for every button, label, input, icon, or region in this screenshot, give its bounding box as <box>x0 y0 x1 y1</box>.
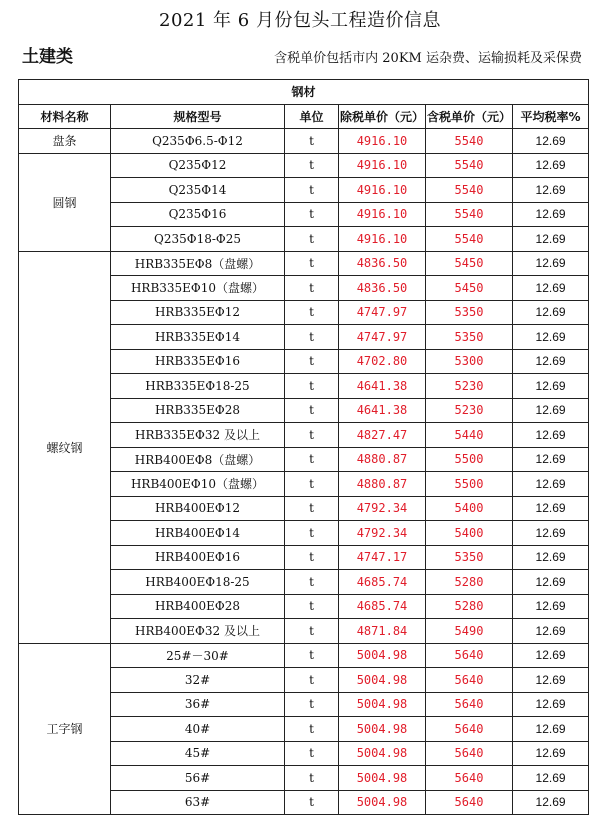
pre-tax-price-cell: 4827.47 <box>339 423 426 448</box>
unit-cell: t <box>285 276 339 301</box>
unit-cell: t <box>285 447 339 472</box>
spec-cell: 32# <box>111 668 285 693</box>
tax-incl-price-cell: 5450 <box>426 251 513 276</box>
spec-cell: 40# <box>111 717 285 742</box>
tax-incl-price-cell: 5500 <box>426 447 513 472</box>
spec-cell: HRB335EΦ18-25 <box>111 374 285 399</box>
tax-incl-price-cell: 5540 <box>426 227 513 252</box>
pre-tax-price-cell: 4836.50 <box>339 251 426 276</box>
pre-tax-price-cell: 4916.10 <box>339 153 426 178</box>
unit-cell: t <box>285 472 339 497</box>
tax-incl-price-cell: 5230 <box>426 398 513 423</box>
tax-rate-cell: 12.69 <box>513 423 589 448</box>
tax-rate-cell: 12.69 <box>513 643 589 668</box>
unit-cell: t <box>285 423 339 448</box>
table-row <box>19 251 589 276</box>
pre-tax-price-cell: 4836.50 <box>339 276 426 301</box>
tax-rate-cell: 12.69 <box>513 594 589 619</box>
spec-cell: HRB335EΦ28 <box>111 398 285 423</box>
spec-cell: 36# <box>111 692 285 717</box>
unit-cell: t <box>285 496 339 521</box>
pre-tax-price-cell: 5004.98 <box>339 692 426 717</box>
spec-cell: Q235Φ12 <box>111 153 285 178</box>
unit-cell: t <box>285 643 339 668</box>
unit-cell: t <box>285 766 339 791</box>
pre-tax-price-cell: 5004.98 <box>339 741 426 766</box>
tax-incl-price-cell: 5400 <box>426 496 513 521</box>
tax-incl-price-cell: 5350 <box>426 325 513 350</box>
spec-cell: Q235Φ14 <box>111 178 285 203</box>
header-unit: 单位 <box>285 104 339 129</box>
material-group-name: 螺纹钢 <box>19 251 111 643</box>
tax-incl-price-cell: 5280 <box>426 594 513 619</box>
unit-cell: t <box>285 178 339 203</box>
pre-tax-price-cell: 4685.74 <box>339 594 426 619</box>
table-row <box>19 129 589 154</box>
pre-tax-price-cell: 5004.98 <box>339 668 426 693</box>
unit-cell: t <box>285 545 339 570</box>
unit-cell: t <box>285 398 339 423</box>
table-header-row <box>19 104 589 129</box>
tax-incl-price-cell: 5350 <box>426 545 513 570</box>
tax-incl-price-cell: 5640 <box>426 790 513 815</box>
tax-rate-cell: 12.69 <box>513 349 589 374</box>
spec-cell: HRB335EΦ10（盘螺） <box>111 276 285 301</box>
table-row <box>19 643 589 668</box>
spec-cell: HRB335EΦ16 <box>111 349 285 374</box>
price-note: 含税单价包括市内 20KM 运杂费、运输损耗及采保费 <box>274 51 582 66</box>
tax-incl-price-cell: 5230 <box>426 374 513 399</box>
unit-cell: t <box>285 692 339 717</box>
pre-tax-price-cell: 5004.98 <box>339 643 426 668</box>
tax-rate-cell: 12.69 <box>513 251 589 276</box>
spec-cell: HRB400EΦ18-25 <box>111 570 285 595</box>
pre-tax-price-cell: 4685.74 <box>339 570 426 595</box>
pre-tax-price-cell: 4747.17 <box>339 545 426 570</box>
price-table <box>18 79 589 815</box>
spec-cell: Q235Φ6.5-Φ12 <box>111 129 285 154</box>
tax-rate-cell: 12.69 <box>513 276 589 301</box>
unit-cell: t <box>285 227 339 252</box>
material-group-name: 盘条 <box>19 129 111 154</box>
tax-rate-cell: 12.69 <box>513 227 589 252</box>
section-title: 土建类 <box>22 47 73 67</box>
header-tax-incl-price: 含税单价（元） <box>426 104 513 129</box>
pre-tax-price-cell: 4641.38 <box>339 374 426 399</box>
spec-cell: HRB400EΦ10（盘螺） <box>111 472 285 497</box>
tax-incl-price-cell: 5540 <box>426 178 513 203</box>
tax-rate-cell: 12.69 <box>513 300 589 325</box>
header-spec: 规格型号 <box>111 104 285 129</box>
tax-rate-cell: 12.69 <box>513 741 589 766</box>
unit-cell: t <box>285 521 339 546</box>
tax-incl-price-cell: 5640 <box>426 692 513 717</box>
tax-rate-cell: 12.69 <box>513 153 589 178</box>
tax-rate-cell: 12.69 <box>513 521 589 546</box>
pre-tax-price-cell: 5004.98 <box>339 717 426 742</box>
header-material-name: 材料名称 <box>19 104 111 129</box>
pre-tax-price-cell: 4792.34 <box>339 521 426 546</box>
tax-incl-price-cell: 5490 <box>426 619 513 644</box>
table-row <box>19 153 589 178</box>
tax-incl-price-cell: 5450 <box>426 276 513 301</box>
tax-rate-cell: 12.69 <box>513 790 589 815</box>
pre-tax-price-cell: 5004.98 <box>339 790 426 815</box>
spec-cell: Q235Φ16 <box>111 202 285 227</box>
pre-tax-price-cell: 4880.87 <box>339 472 426 497</box>
tax-rate-cell: 12.69 <box>513 496 589 521</box>
spec-cell: HRB335EΦ12 <box>111 300 285 325</box>
tax-incl-price-cell: 5540 <box>426 202 513 227</box>
unit-cell: t <box>285 153 339 178</box>
tax-rate-cell: 12.69 <box>513 619 589 644</box>
tax-incl-price-cell: 5640 <box>426 643 513 668</box>
pre-tax-price-cell: 4641.38 <box>339 398 426 423</box>
spec-cell: HRB335EΦ32 及以上 <box>111 423 285 448</box>
spec-cell: HRB400EΦ8（盘螺） <box>111 447 285 472</box>
pre-tax-price-cell: 4916.10 <box>339 202 426 227</box>
tax-rate-cell: 12.69 <box>513 692 589 717</box>
pre-tax-price-cell: 4880.87 <box>339 447 426 472</box>
tax-incl-price-cell: 5540 <box>426 129 513 154</box>
material-group-name: 圆钢 <box>19 153 111 251</box>
tax-rate-cell: 12.69 <box>513 398 589 423</box>
tax-incl-price-cell: 5640 <box>426 741 513 766</box>
spec-cell: 63# <box>111 790 285 815</box>
spec-cell: 45# <box>111 741 285 766</box>
unit-cell: t <box>285 790 339 815</box>
unit-cell: t <box>285 668 339 693</box>
pre-tax-price-cell: 4747.97 <box>339 300 426 325</box>
spec-cell: Q235Φ18-Φ25 <box>111 227 285 252</box>
pre-tax-price-cell: 4702.80 <box>339 349 426 374</box>
tax-rate-cell: 12.69 <box>513 447 589 472</box>
unit-cell: t <box>285 717 339 742</box>
unit-cell: t <box>285 300 339 325</box>
unit-cell: t <box>285 570 339 595</box>
tax-incl-price-cell: 5300 <box>426 349 513 374</box>
header-pre-tax-price: 除税单价（元） <box>339 104 426 129</box>
unit-cell: t <box>285 741 339 766</box>
table-caption: 钢材 <box>19 80 589 105</box>
unit-cell: t <box>285 619 339 644</box>
tax-incl-price-cell: 5400 <box>426 521 513 546</box>
spec-cell: 25#－30# <box>111 643 285 668</box>
pre-tax-price-cell: 4792.34 <box>339 496 426 521</box>
pre-tax-price-cell: 4916.10 <box>339 178 426 203</box>
tax-rate-cell: 12.69 <box>513 570 589 595</box>
unit-cell: t <box>285 251 339 276</box>
spec-cell: HRB400EΦ12 <box>111 496 285 521</box>
pre-tax-price-cell: 4916.10 <box>339 129 426 154</box>
tax-incl-price-cell: 5350 <box>426 300 513 325</box>
tax-incl-price-cell: 5440 <box>426 423 513 448</box>
tax-incl-price-cell: 5640 <box>426 717 513 742</box>
spec-cell: HRB335EΦ8（盘螺） <box>111 251 285 276</box>
unit-cell: t <box>285 202 339 227</box>
spec-cell: HRB400EΦ16 <box>111 545 285 570</box>
tax-incl-price-cell: 5500 <box>426 472 513 497</box>
spec-cell: 56# <box>111 766 285 791</box>
tax-rate-cell: 12.69 <box>513 545 589 570</box>
material-group-name: 工字钢 <box>19 643 111 815</box>
tax-rate-cell: 12.69 <box>513 766 589 791</box>
tax-rate-cell: 12.69 <box>513 717 589 742</box>
spec-cell: HRB400EΦ32 及以上 <box>111 619 285 644</box>
tax-incl-price-cell: 5640 <box>426 668 513 693</box>
pre-tax-price-cell: 5004.98 <box>339 766 426 791</box>
tax-rate-cell: 12.69 <box>513 202 589 227</box>
unit-cell: t <box>285 594 339 619</box>
unit-cell: t <box>285 129 339 154</box>
tax-rate-cell: 12.69 <box>513 129 589 154</box>
pre-tax-price-cell: 4747.97 <box>339 325 426 350</box>
spec-cell: HRB400EΦ28 <box>111 594 285 619</box>
unit-cell: t <box>285 349 339 374</box>
tax-incl-price-cell: 5280 <box>426 570 513 595</box>
pre-tax-price-cell: 4871.84 <box>339 619 426 644</box>
tax-incl-price-cell: 5540 <box>426 153 513 178</box>
spec-cell: HRB335EΦ14 <box>111 325 285 350</box>
tax-rate-cell: 12.69 <box>513 668 589 693</box>
table-caption-row <box>19 80 589 105</box>
tax-rate-cell: 12.69 <box>513 178 589 203</box>
unit-cell: t <box>285 325 339 350</box>
spec-cell: HRB400EΦ14 <box>111 521 285 546</box>
document-title: 2021 年 6 月份包头工程造价信息 <box>159 10 441 31</box>
pre-tax-price-cell: 4916.10 <box>339 227 426 252</box>
tax-incl-price-cell: 5640 <box>426 766 513 791</box>
tax-rate-cell: 12.69 <box>513 472 589 497</box>
tax-rate-cell: 12.69 <box>513 325 589 350</box>
header-avg-tax-rate: 平均税率% <box>513 104 589 129</box>
table-body <box>19 129 589 815</box>
unit-cell: t <box>285 374 339 399</box>
tax-rate-cell: 12.69 <box>513 374 589 399</box>
